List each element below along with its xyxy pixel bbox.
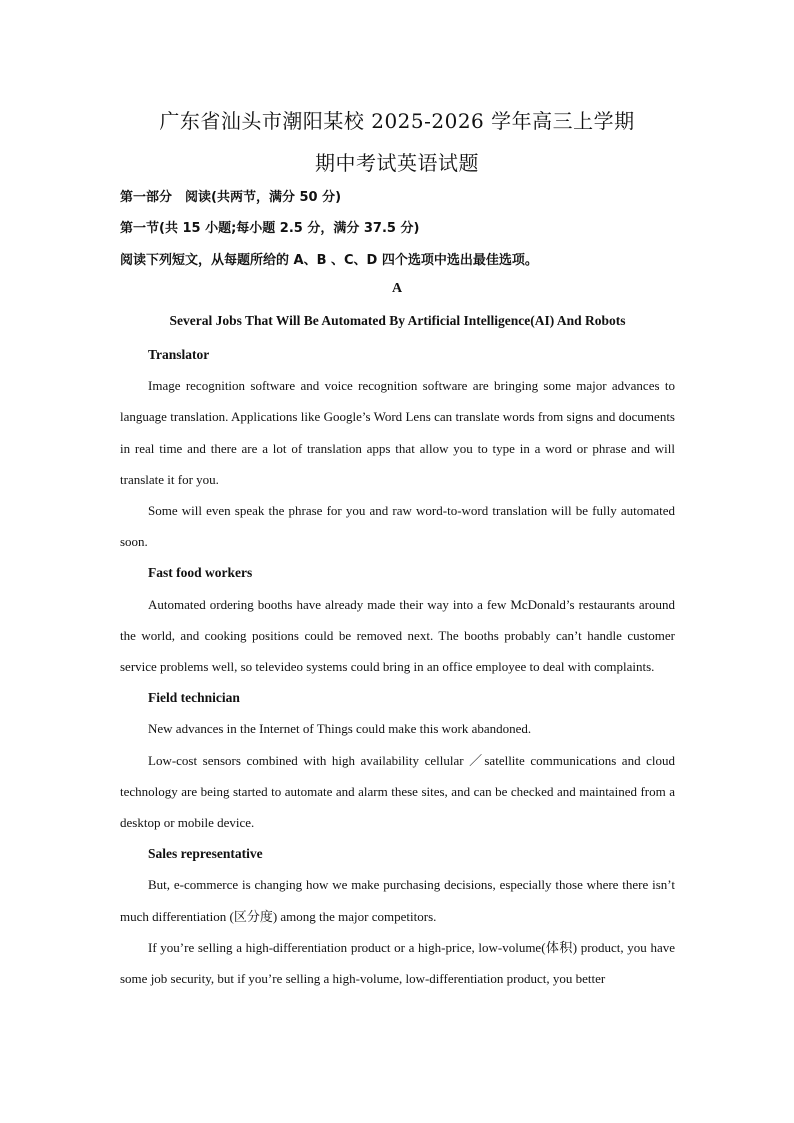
passage-body [120,339,675,994]
subheading-sales-representative: Sales representative [148,846,263,862]
exam-title-line-1: 广东省汕头市潮阳某校 2025-2026 学年高三上学期 [159,109,635,133]
paragraph: But, e-commerce is changing how we make purchasing decisions, especially those where there isn’t much differentiation (区分度) among the major competitors. [120,877,675,924]
paragraph: Image recognition software and voice recognition software are bringing some major advances to language translation. Applications like Google’s Word Lens can translate words from signs and documents in real time and there are a lot of translation apps that allow you to type in a word or phrase and will translate it for you. [120,378,675,487]
passage-title: Several Jobs That Will Be Automated By Artificial Intelligence(AI) And Robots [169,313,626,328]
subheading-fast-food-workers: Fast food workers [148,565,253,581]
subheading-field-technician: Field technician [148,690,240,706]
reading-instruction: 阅读下列短文，从每题所给的 A、B 、C、D 四个选项中选出最佳选项。 [120,253,538,268]
section-heading: 第一节(共 15 小题;每小题 2.5 分，满分 37.5 分) [120,221,420,236]
paragraph: Automated ordering booths have already made their way into a few McDonald’s restaurants around the world, and cooking positions could be removed next. The booths probably can’t handle customer service problems well, so televideo systems could bring in an office employee to deal with complaints. [120,596,675,675]
paragraph: Low-cost sensors combined with high availability cellular ／satellite communications and cloud technology are being started to automate and alarm these sites, and can be checked and maintained from a desktop or mobile device. [120,752,675,831]
paragraph: If you’re selling a high-differentiation product or a high-price, low-volume(体积) product, you have some job security, but if you’re selling a high-volume, low-differentiation product, you better [120,939,675,987]
paragraph: Some will even speak the phrase for you and raw word-to-word translation will be fully automated soon. [120,503,675,550]
passage-letter: A [391,281,403,296]
exam-title-line-2: 期中考试英语试题 [315,151,479,175]
part-heading: 第一部分 阅读(共两节，满分 50 分) [120,190,342,205]
paragraph: New advances in the Internet of Things could make this work abandoned. [148,721,532,737]
subheading-translator: Translator [148,347,210,362]
